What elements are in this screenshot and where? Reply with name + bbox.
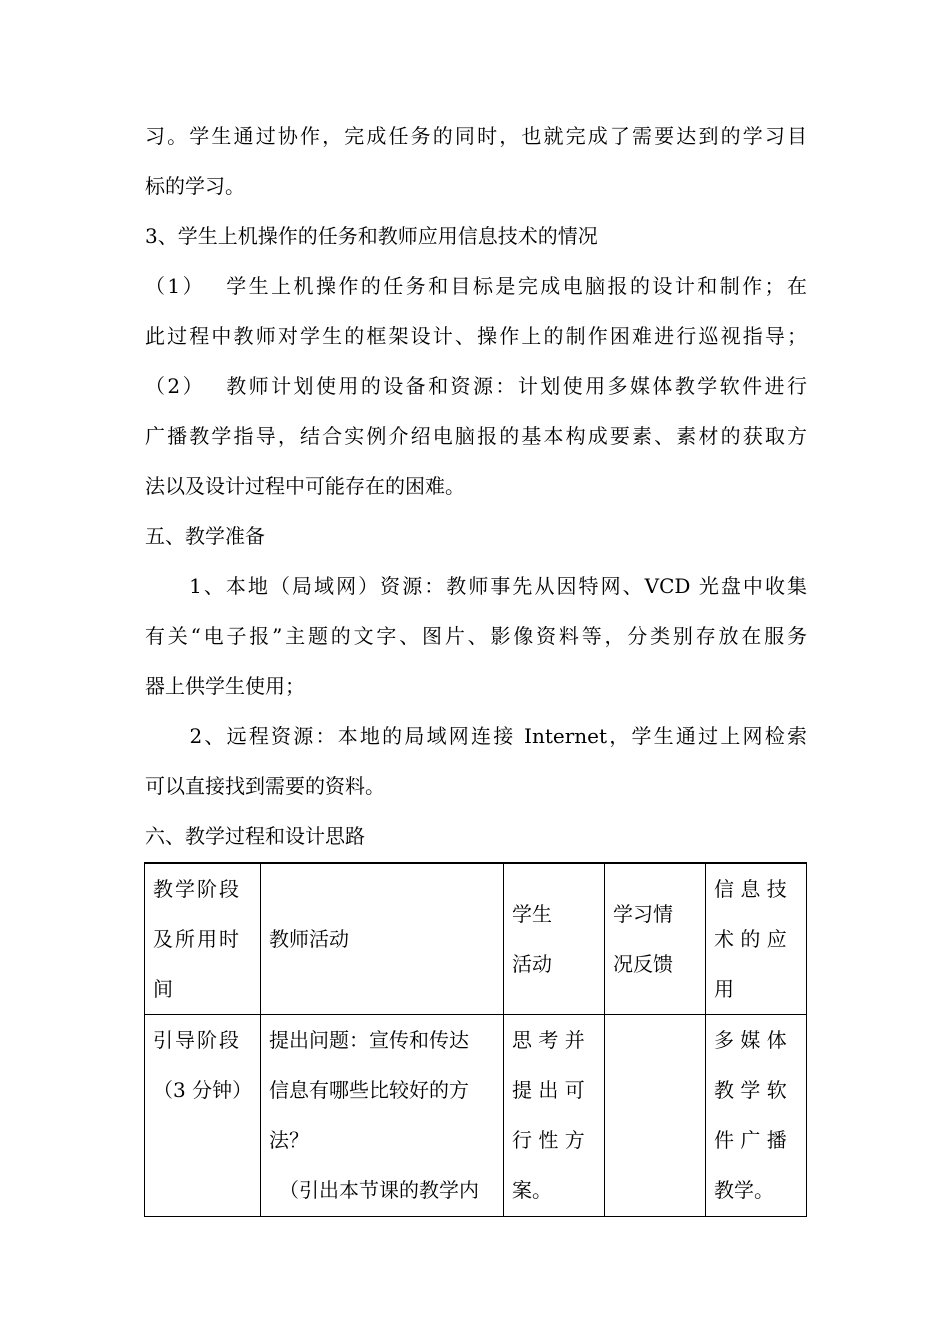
cell-text: 间 [153, 977, 173, 1001]
paragraph-line: 习。学生通过协作，完成任务的同时，也就完成了需要达到的学习目 [145, 124, 807, 148]
paragraph-line: 有关“电子报”主题的文字、图片、影像资料等，分类别存放在服务 [145, 624, 807, 648]
paragraph-line: 器上供学生使用； [145, 674, 305, 698]
cell-it-application [706, 1015, 807, 1217]
header-cell-it-application [706, 863, 807, 1015]
cell-stage [145, 1015, 261, 1217]
teaching-process-table [144, 862, 807, 1217]
cell-text: 信 息 技 [714, 877, 787, 901]
paragraph-line: 2、远程资源：本地的局域网连接 Internet，学生通过上网检索 [145, 724, 807, 748]
paragraph-line: 可以直接找到需要的资料。 [145, 774, 385, 798]
cell-feedback [605, 1015, 706, 1217]
paragraph-line: 1、本地（局域网）资源：教师事先从因特网、VCD 光盘中收集 [145, 574, 807, 598]
cell-text: 件 广 播 [714, 1128, 787, 1152]
section-heading: 3、学生上机操作的任务和教师应用信息技术的情况 [145, 224, 598, 248]
paragraph-line: 此过程中教师对学生的框架设计、操作上的制作困难进行巡视指导； [145, 324, 807, 348]
section-heading: 五、教学准备 [145, 524, 265, 548]
header-cell-feedback [605, 863, 706, 1015]
cell-text: 况反馈 [613, 952, 673, 976]
section-heading: 六、教学过程和设计思路 [145, 824, 365, 848]
cell-text: 教 学 软 [714, 1078, 787, 1102]
paragraph-line: 广播教学指导，结合实例介绍电脑报的基本构成要素、素材的获取方 [145, 424, 807, 448]
cell-text: 教学。 [714, 1178, 774, 1202]
cell-text: 提出问题：宣传和传达 [269, 1028, 469, 1052]
table-row [145, 1015, 807, 1217]
cell-text: （引出本节课的教学内 [269, 1178, 479, 1202]
cell-text: 行 性 方 [512, 1128, 585, 1152]
table-header-row [145, 863, 807, 1015]
header-cell-stage [145, 863, 261, 1015]
cell-text: 学生 [512, 902, 552, 926]
cell-text: 活动 [512, 952, 552, 976]
cell-text: 术 的 应 [714, 927, 787, 951]
header-cell-teacher-activity [261, 863, 504, 1015]
paragraph-line: （1） 学生上机操作的任务和目标是完成电脑报的设计和制作；在 [145, 274, 807, 298]
cell-text: （3 分钟） [153, 1078, 253, 1102]
cell-text: 教学阶段 [153, 877, 241, 901]
cell-text: 教师活动 [269, 927, 349, 951]
cell-student-activity [504, 1015, 605, 1217]
cell-text: 及所用时 [153, 927, 241, 951]
cell-text: 思 考 并 [512, 1028, 585, 1052]
cell-text: 案。 [512, 1178, 552, 1202]
header-cell-student-activity [504, 863, 605, 1015]
cell-text: 提 出 可 [512, 1078, 585, 1102]
cell-teacher-activity [261, 1015, 504, 1217]
cell-text: 引导阶段 [153, 1028, 241, 1052]
cell-text: 多 媒 体 [714, 1028, 787, 1052]
cell-text: 学习情 [613, 902, 673, 926]
cell-text: 信息有哪些比较好的方 [269, 1078, 469, 1102]
paragraph-line: 法以及设计过程中可能存在的困难。 [145, 474, 465, 498]
cell-text: 用 [714, 977, 734, 1001]
cell-text: 法？ [269, 1128, 309, 1152]
paragraph-line: （2） 教师计划使用的设备和资源：计划使用多媒体教学软件进行 [145, 374, 807, 398]
paragraph-line: 标的学习。 [145, 174, 245, 198]
